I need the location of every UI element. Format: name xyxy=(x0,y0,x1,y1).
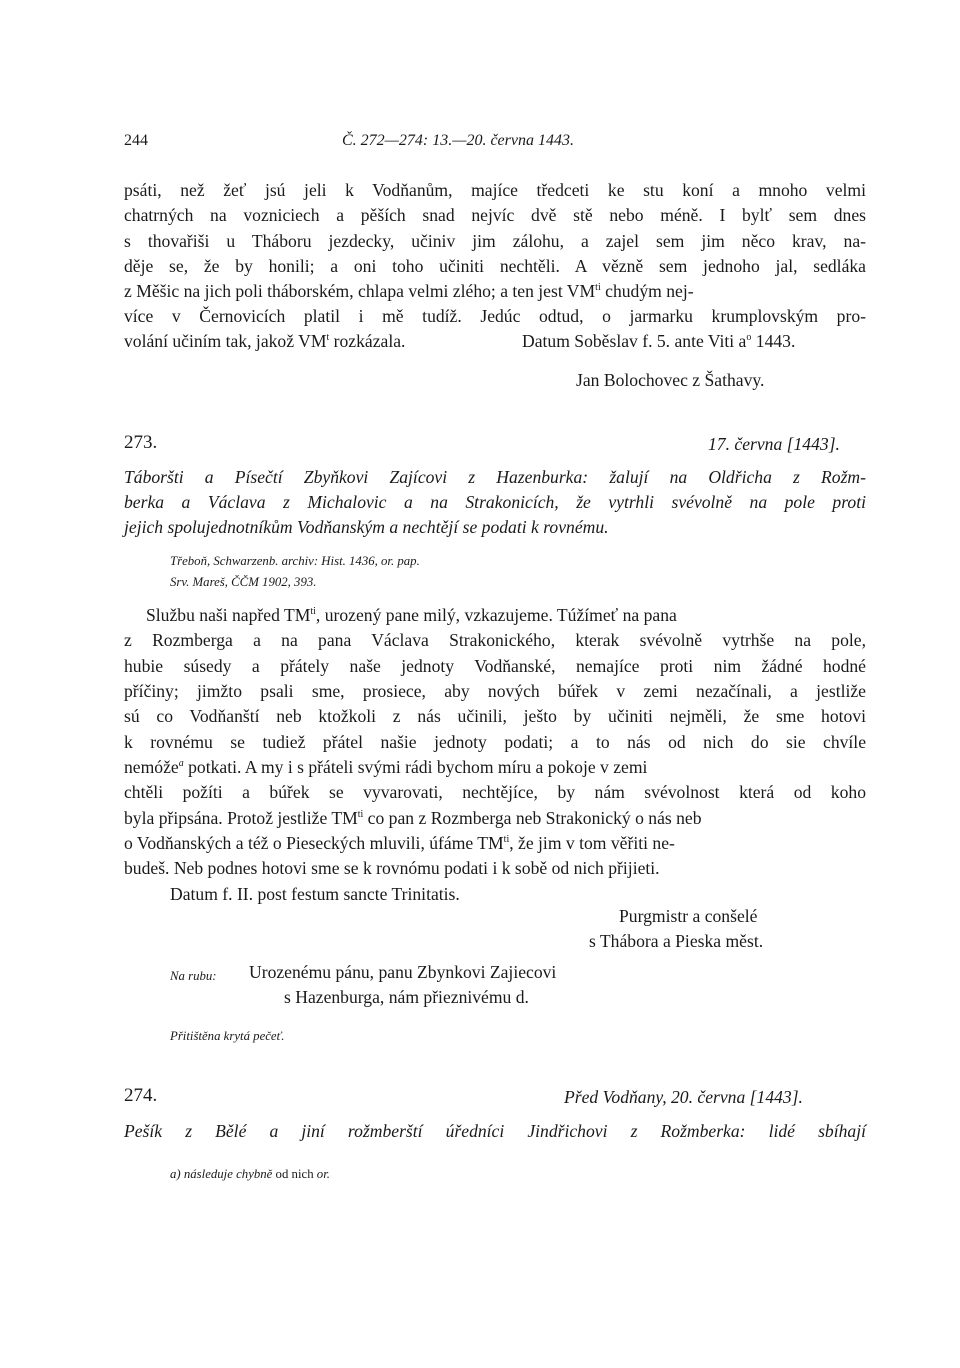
letter273-line: byla připsána. Protož jestliže $TM^{ti}$ co pan z Rozmberga neb Strakonický o nás neb xyxy=(124,808,702,828)
document-page xyxy=(124,0,866,1368)
regest-line: Pešík z Bělé a jiní rožmberští úředníci Jindřichovi z Rožmberka: lidé sbíhají xyxy=(124,1121,866,1141)
letter273-line: nemóže$^a$ potkati. A my i s přáteli svými rádi bychom míru a pokoje v zemi xyxy=(124,757,648,777)
document-date: Před Vodňany, 20. června [1443]. xyxy=(564,1087,803,1107)
letter273-line: budeš. Neb podnes hotovi sme se k rovnómu podati i k sobě od nich přijieti. xyxy=(124,858,660,878)
letter273-line: chtěli požíti a búřek se vyvarovati, nechtějíce, by nám svévolnost která od koho xyxy=(124,782,866,802)
address-line: Urozenému pánu, panu Zbynkovi Zajiecovi xyxy=(249,962,557,982)
letter272-signature: Jan Bolochovec z Šathavy. xyxy=(576,370,765,390)
letter272-line: volání učiním tak, jakož $VM^t$ rozkázala. xyxy=(124,331,406,351)
address-line: s Hazenburga, nám přieznivému d. xyxy=(284,987,529,1007)
letter273-line: sú co Vodňanští neb ktožkoli z nás učinili, ješto by učiniti nejměli, že sme hotovi xyxy=(124,706,866,726)
letter272-line: děje se, že by honili; a oni toho učiniti nechtěli. A vězně sem jednoho jal, sedláka xyxy=(124,256,866,276)
regest-line: Táboršti a Písečtí Zbyňkovi Zajícovi z Hazenburka: žalují na Oldřicha z Rožm- xyxy=(124,467,866,487)
letter273-signature: s Thábora a Pieska měst. xyxy=(589,931,764,951)
letter272-line: s thovařiši u Tháboru jezdecky, učiniv jim zálohu, a zajel sem jim něco krav, na- xyxy=(124,231,866,251)
letter273-line: příčiny; jimžto psali sme, prosiece, aby nových búřek v zemi nezačínali, a jestliže xyxy=(124,681,866,701)
document-number: 274. xyxy=(124,1085,158,1106)
letter273-datum: Datum f. II. post festum sancte Trinitatis. xyxy=(170,884,460,904)
letter272-datum: Datum Soběslav f. 5. ante Viti $a^o$ 1443. xyxy=(522,331,796,351)
regest-line: berka a Václava z Michalovic a na Strakonicích, že vytrhli svévolně na pole proti xyxy=(124,492,866,512)
running-title: Č. 272—274: 13.—20. června 1443. xyxy=(342,132,574,149)
source-note: Srv. Mareš, ČČM 1902, 393. xyxy=(170,575,317,589)
page-number: 244 xyxy=(124,132,148,149)
document-number: 273. xyxy=(124,432,158,453)
letter272-line: více v Černovicích platil i mě tudíž. Jedúc odtud, o jarmarku krumplovským pro- xyxy=(124,306,866,326)
letter273-line: Službu naši napřed $TM^{ti}$, urozený pane milý, vzkazujeme. Túžímeť na pana xyxy=(146,605,677,625)
source-note: Třeboň, Schwarzenb. archiv: Hist. 1436, or. pap. xyxy=(170,554,420,568)
letter272-line: z Měšic na jich poli tháborském, chlapa velmi zlého; a ten jest $VM^{ti}$ chudým nej- xyxy=(124,281,694,301)
letter273-line: k rovnému se tudiež přátel našie jednoty podati; a to nás od nich do sie chvíle xyxy=(124,732,866,752)
letter273-line: hubie súsedy a přátely naše jednoty Vodňanské, nemajíce proti nim žádné hodné xyxy=(124,656,866,676)
seal-note: Přitištěna krytá pečeť. xyxy=(170,1029,285,1043)
footnote: a) následuje chybně od nich or. xyxy=(170,1167,330,1181)
regest-line: jejich spolujednotníkům Vodňanským a nechtějí se podati k rovnému. xyxy=(124,517,609,537)
letter273-signature: Purgmistr a conšelé xyxy=(619,906,758,926)
letter272-line: chatrných na vozniciech a pěších snad nejvíc dvě stě nebo méně. I bylť sem dnes xyxy=(124,205,866,225)
document-date: 17. června [1443]. xyxy=(708,434,840,454)
letter273-line: o Vodňanských a též o Pieseckých mluvili, úfáme $TM^{ti}$, že jim v tom věřiti ne- xyxy=(124,833,675,853)
letter272-line: psáti, než žeť jsú jeli k Vodňanům, majíce tředceti ke stu koní a mnoho velmi xyxy=(124,180,866,200)
letter273-line: z Rozmberga a na pana Václava Strakonického, kterak svévolně vytrhše na pole, xyxy=(124,630,866,650)
address-label: Na rubu: xyxy=(170,969,217,983)
